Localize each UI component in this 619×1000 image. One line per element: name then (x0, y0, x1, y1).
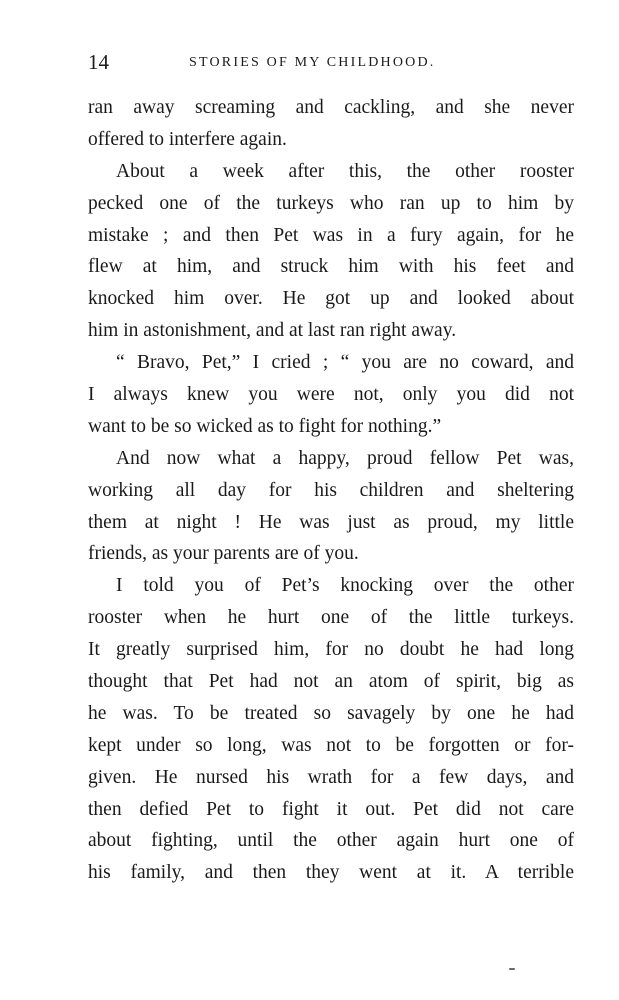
text-line: working all day for his children and sheltering (88, 479, 574, 501)
text-line: ran away screaming and cackling, and she never (88, 97, 574, 118)
text-line: them at night ! He was just as proud, my little (88, 511, 574, 533)
text-line: he was. To be treated so savagely by one he had (88, 702, 574, 724)
text-line: about fighting, until the other again hurt one of (88, 830, 574, 852)
text-line: About a week after this, the other rooster (116, 160, 574, 182)
text-line: And now what a happy, proud fellow Pet was, (116, 447, 574, 469)
body-text (88, 92, 574, 889)
text-line: mistake ; and then Pet was in a fury again, for he (88, 224, 574, 246)
text-line: It greatly surprised him, for no doubt he had long (88, 639, 574, 661)
text-line: I told you of Pet’s knocking over the other (116, 575, 574, 597)
text-line: “ Bravo, Pet,” I cried ; “ you are no coward, and (116, 352, 574, 374)
text-line: pecked one of the turkeys who ran up to him by (88, 192, 574, 214)
text-line: given. He nursed his wrath for a few days, and (88, 766, 574, 788)
text-line: knocked him over. He got up and looked about (88, 288, 574, 310)
running-title: STORIES OF MY CHILDHOOD. (189, 55, 436, 70)
text-line: him in astonishment, and at last ran right away. (88, 320, 457, 342)
text-line: offered to interfere again. (88, 128, 287, 150)
text-line: rooster when he hurt one of the little turkeys. (88, 607, 574, 629)
running-head (88, 50, 574, 74)
page-number: 14 (88, 50, 109, 74)
text-line: then defied Pet to fight it out. Pet did not care (88, 798, 574, 820)
text-line: thought that Pet had not an atom of spirit, big as (88, 671, 574, 693)
page-speck (509, 968, 515, 970)
text-line: want to be so wicked as to fight for nothing.” (88, 415, 442, 437)
text-line: his family, and then they went at it. A terrible (88, 862, 574, 884)
text-line: flew at him, and struck him with his feet and (88, 256, 574, 278)
text-line: friends, as your parents are of you. (88, 543, 359, 565)
text-line: kept under so long, was not to be forgotten or for- (88, 734, 574, 756)
text-line: I always knew you were not, only you did not (88, 384, 574, 406)
